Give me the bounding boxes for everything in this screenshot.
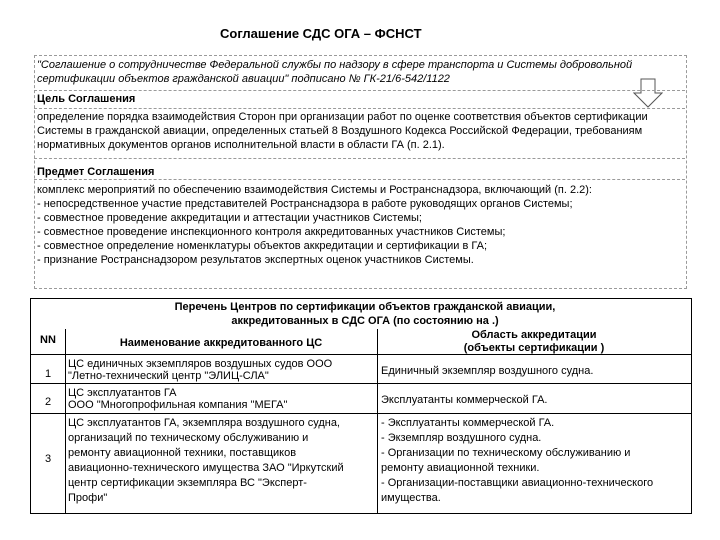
- subject-list: [37, 183, 677, 267]
- area-line: ремонту авиационной техники.: [381, 462, 540, 474]
- table-title-line1: Перечень Центров по сертификации объектов гражданской авиации,: [174, 301, 556, 313]
- row-3-name: [68, 416, 376, 506]
- header-nn: NN: [40, 334, 56, 346]
- column-divider: [65, 329, 66, 513]
- row-2-name: [68, 387, 376, 411]
- row-divider: [31, 383, 691, 384]
- name-line: авиационно-технического имущества ЗАО "Иркутский: [68, 462, 344, 474]
- goal-heading: Цель Соглашения: [37, 93, 136, 105]
- agreement-intro-text: "Соглашение о сотрудничестве Федеральной службы по надзору в сфере транспорта и Системы добровольной сертификации объектов гражданской авиации" подписано № ГК-21/6-542/1122: [37, 59, 633, 85]
- area-line: - Эксплуатанты коммерческой ГА.: [381, 417, 555, 429]
- subject-line: - совместное определение номенклатуры объектов аккредитации и сертификации в ГА;: [37, 240, 488, 252]
- subject-heading: Предмет Соглашения: [37, 166, 155, 178]
- area-line: Эксплуатанты коммерческой ГА.: [381, 394, 548, 406]
- name-line: ЦС единичных экземпляров воздушных судов ООО: [68, 358, 333, 370]
- row-2-area: [381, 394, 689, 406]
- divider: [34, 108, 685, 109]
- name-line: ЦС эксплуатантов ГА: [68, 387, 177, 399]
- subject-line: - признание Ространснадзором результатов экспертных оценок участников Системы.: [37, 254, 474, 266]
- page-title: Соглашение СДС ОГА – ФСНСТ: [220, 26, 422, 41]
- divider: [34, 90, 685, 91]
- name-line: "Летно-технический центр "ЭЛИЦ-СЛА": [68, 370, 269, 382]
- row-1-name: [68, 358, 376, 382]
- row-2-nn: 2: [44, 396, 52, 408]
- divider: [34, 158, 685, 159]
- row-1-nn: 1: [44, 368, 52, 380]
- header-area-line2: (объекты сертификации ): [463, 342, 605, 354]
- column-divider: [377, 329, 378, 513]
- table-title-line2: аккредитованных в СДС ОГА (по состоянию на .): [231, 315, 499, 327]
- subject-line: - совместное проведение инспекционного контроля аккредитованных участников Системы;: [37, 226, 506, 238]
- area-line: - Экземпляр воздушного судна.: [381, 432, 542, 444]
- row-3-area: [381, 416, 689, 506]
- area-line: - Организации-поставщики авиационно-технического: [381, 477, 654, 489]
- name-line: организаций по техническому обслуживанию и: [68, 432, 309, 444]
- area-line: - Организации по техническому обслуживанию и: [381, 447, 631, 459]
- table-border: [31, 298, 691, 299]
- area-line: имущества.: [381, 492, 441, 504]
- subject-line: - непосредственное участие представителей Ространснадзора в работе руководящих органов Системы;: [37, 198, 573, 210]
- name-line: центр сертификации экземпляра ВС "Эксперт-: [68, 477, 307, 489]
- name-line: ремонту авиационной техники, поставщиков: [68, 447, 297, 459]
- divider: [34, 179, 685, 180]
- row-divider: [31, 413, 691, 414]
- header-area-line1: Область аккредитации: [471, 329, 597, 341]
- header-name: Наименование аккредитованного ЦС: [119, 337, 323, 349]
- goal-text: определение порядка взаимодействия Сторон при организации работ по оценке соответствия объектов сертификации Системы в гражданской авиации, определенных статьей 8 Воздушного Кодекса Российской Федерации, требованиям нормативных документов органов исполнительной власти в области ГА (п. 2.1).: [37, 111, 648, 151]
- row-1-area: [381, 365, 689, 377]
- name-line: ООО "Многопрофильная компания "МЕГА": [68, 399, 288, 411]
- name-line: ЦС эксплуатантов ГА, экземпляра воздушного судна,: [68, 417, 340, 429]
- subject-line: - совместное проведение аккредитации и аттестации участников Системы;: [37, 212, 422, 224]
- area-line: Единичный экземпляр воздушного судна.: [381, 365, 594, 377]
- name-line: Профи": [68, 492, 108, 504]
- header-area: [377, 329, 691, 355]
- subject-line: комплекс мероприятий по обеспечению взаимодействия Системы и Ространснадзора, включающий (п. 2.2):: [37, 184, 592, 196]
- row-3-nn: 3: [44, 453, 52, 465]
- certification-centers-table: [30, 298, 692, 514]
